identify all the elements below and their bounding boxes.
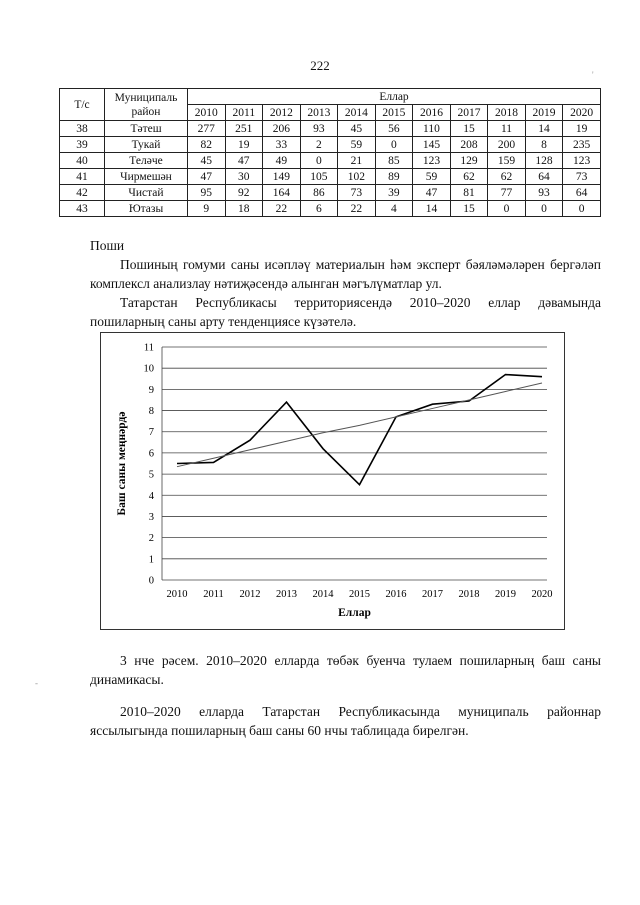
table-cell: 93	[525, 185, 563, 201]
table-cell: 6	[300, 201, 338, 217]
table-cell: 47	[225, 153, 263, 169]
y-tick-label: 9	[148, 384, 154, 396]
table-cell: 110	[413, 121, 451, 137]
table-cell: 235	[563, 137, 601, 153]
row-district: Чирмешән	[105, 169, 188, 185]
table-cell: 18	[225, 201, 263, 217]
header-year: 2020	[563, 105, 601, 121]
table-cell: 33	[263, 137, 301, 153]
x-tick-label: 2014	[312, 589, 334, 600]
table-cell: 39	[375, 185, 413, 201]
table-cell: 64	[563, 185, 601, 201]
y-tick-label: 6	[148, 448, 154, 460]
table-header-row	[60, 89, 601, 105]
row-number: 38	[60, 121, 105, 137]
data-table	[59, 88, 601, 217]
y-tick-label: 11	[143, 342, 154, 354]
table-cell: 105	[300, 169, 338, 185]
paragraph-3: 2010–2020 елларда Татарстан Республикасында муниципаль районнар яссылыгында пошиларның баш саны 60 нчы таблицада бирелгән.	[90, 704, 601, 738]
row-district: Тәтеш	[105, 121, 188, 137]
y-tick-label: 5	[148, 469, 154, 481]
header-year: 2014	[338, 105, 376, 121]
table-cell: 102	[338, 169, 376, 185]
table-cell: 206	[263, 121, 301, 137]
table-cell: 73	[563, 169, 601, 185]
table-cell: 19	[563, 121, 601, 137]
table-cell: 22	[338, 201, 376, 217]
table-cell: 11	[488, 121, 526, 137]
line-chart	[101, 333, 566, 631]
x-axis-title: Еллар	[338, 607, 371, 619]
row-number: 40	[60, 153, 105, 169]
table-cell: 92	[225, 185, 263, 201]
table-cell: 30	[225, 169, 263, 185]
x-tick-label: 2020	[531, 589, 553, 600]
table-row	[60, 153, 601, 169]
chart-frame	[100, 332, 565, 630]
row-district: Тукай	[105, 137, 188, 153]
header-year: 2018	[488, 105, 526, 121]
x-tick-label: 2015	[349, 589, 370, 600]
y-tick-label: 7	[148, 427, 154, 439]
table-cell: 21	[338, 153, 376, 169]
x-tick-label: 2011	[203, 589, 224, 600]
row-number: 41	[60, 169, 105, 185]
header-year: 2017	[450, 105, 488, 121]
table-cell: 15	[450, 201, 488, 217]
header-year: 2019	[525, 105, 563, 121]
table-cell: 62	[488, 169, 526, 185]
table-cell: 8	[525, 137, 563, 153]
table-cell: 85	[375, 153, 413, 169]
table-cell: 0	[300, 153, 338, 169]
table-row	[60, 169, 601, 185]
table-cell: 45	[188, 153, 226, 169]
trend-line	[177, 383, 542, 467]
table-cell: 123	[563, 153, 601, 169]
x-tick-label: 2013	[276, 589, 297, 600]
table-cell: 73	[338, 185, 376, 201]
row-number: 39	[60, 137, 105, 153]
header-year: 2011	[225, 105, 263, 121]
y-tick-label: 2	[148, 533, 154, 545]
row-district: Ютазы	[105, 201, 188, 217]
y-tick-label: 8	[148, 406, 154, 418]
table-cell: 251	[225, 121, 263, 137]
header-year: 2012	[263, 105, 301, 121]
table-cell: 4	[375, 201, 413, 217]
scan-mark: -	[35, 678, 38, 688]
table-cell: 62	[450, 169, 488, 185]
table-cell: 81	[450, 185, 488, 201]
header-year: 2013	[300, 105, 338, 121]
table-cell: 159	[488, 153, 526, 169]
table-cell: 128	[525, 153, 563, 169]
table-cell: 59	[413, 169, 451, 185]
table-cell: 15	[450, 121, 488, 137]
y-tick-label: 0	[148, 575, 154, 587]
table-cell: 49	[263, 153, 301, 169]
table-row	[60, 201, 601, 217]
table-cell: 95	[188, 185, 226, 201]
header-year: 2015	[375, 105, 413, 121]
paragraph-1: Пошиның гомуми саны исәплəү материалын һəм эксперт бəяләмәләрен бергәләп комплексл анализлау нәтиҗәсендә алынган мәгълүматлар ул.	[90, 257, 601, 291]
table-cell: 14	[525, 121, 563, 137]
page-number: 222	[310, 58, 330, 73]
table-cell: 22	[263, 201, 301, 217]
table-cell: 59	[338, 137, 376, 153]
x-tick-label: 2016	[385, 589, 407, 600]
table-cell: 82	[188, 137, 226, 153]
y-tick-label: 4	[148, 490, 154, 502]
y-tick-label: 1	[148, 554, 154, 566]
table-cell: 0	[375, 137, 413, 153]
header-year: 2010	[188, 105, 226, 121]
table-cell: 64	[525, 169, 563, 185]
header-number: Т/с	[60, 89, 105, 121]
table-cell: 2	[300, 137, 338, 153]
table-cell: 45	[338, 121, 376, 137]
paragraph-2: Татарстан Республикасы территориясендә 2010–2020 еллар дәвамында пошиларның саны арту тенденциясе күзәтелә.	[90, 295, 601, 329]
row-number: 42	[60, 185, 105, 201]
scan-mark: '	[592, 70, 594, 80]
data-series-line	[177, 375, 542, 485]
table-row	[60, 121, 601, 137]
table-cell: 86	[300, 185, 338, 201]
table-cell: 77	[488, 185, 526, 201]
section-heading: Поши	[90, 238, 125, 253]
y-axis-title: Баш саны меңнәрдә	[116, 411, 128, 516]
table-cell: 47	[413, 185, 451, 201]
table-cell: 145	[413, 137, 451, 153]
figure-caption: 3 нче рәсем. 2010–2020 елларда төбәк буенча тулаем пошиларның баш саны динамикасы.	[90, 653, 601, 687]
table-cell: 0	[488, 201, 526, 217]
x-tick-label: 2017	[422, 589, 443, 600]
table-cell: 56	[375, 121, 413, 137]
table-cell: 123	[413, 153, 451, 169]
table-cell: 9	[188, 201, 226, 217]
table-cell: 277	[188, 121, 226, 137]
table-cell: 89	[375, 169, 413, 185]
table-cell: 0	[563, 201, 601, 217]
x-tick-label: 2018	[458, 589, 480, 600]
header-district: Муниципаль район	[105, 89, 188, 121]
table-row	[60, 137, 601, 153]
row-number: 43	[60, 201, 105, 217]
header-year: 2016	[413, 105, 451, 121]
table-cell: 0	[525, 201, 563, 217]
table-cell: 208	[450, 137, 488, 153]
table-cell: 19	[225, 137, 263, 153]
table-cell: 164	[263, 185, 301, 201]
y-tick-label: 10	[143, 363, 154, 375]
row-district: Чистай	[105, 185, 188, 201]
table-row	[60, 185, 601, 201]
header-years: Еллар	[188, 89, 601, 105]
y-tick-label: 3	[148, 511, 154, 523]
table-cell: 14	[413, 201, 451, 217]
table-cell: 129	[450, 153, 488, 169]
table-cell: 149	[263, 169, 301, 185]
x-tick-label: 2019	[495, 589, 516, 600]
x-tick-label: 2012	[239, 589, 261, 600]
x-tick-label: 2010	[166, 589, 188, 600]
row-district: Теләче	[105, 153, 188, 169]
table-cell: 200	[488, 137, 526, 153]
table-cell: 47	[188, 169, 226, 185]
table-cell: 93	[300, 121, 338, 137]
